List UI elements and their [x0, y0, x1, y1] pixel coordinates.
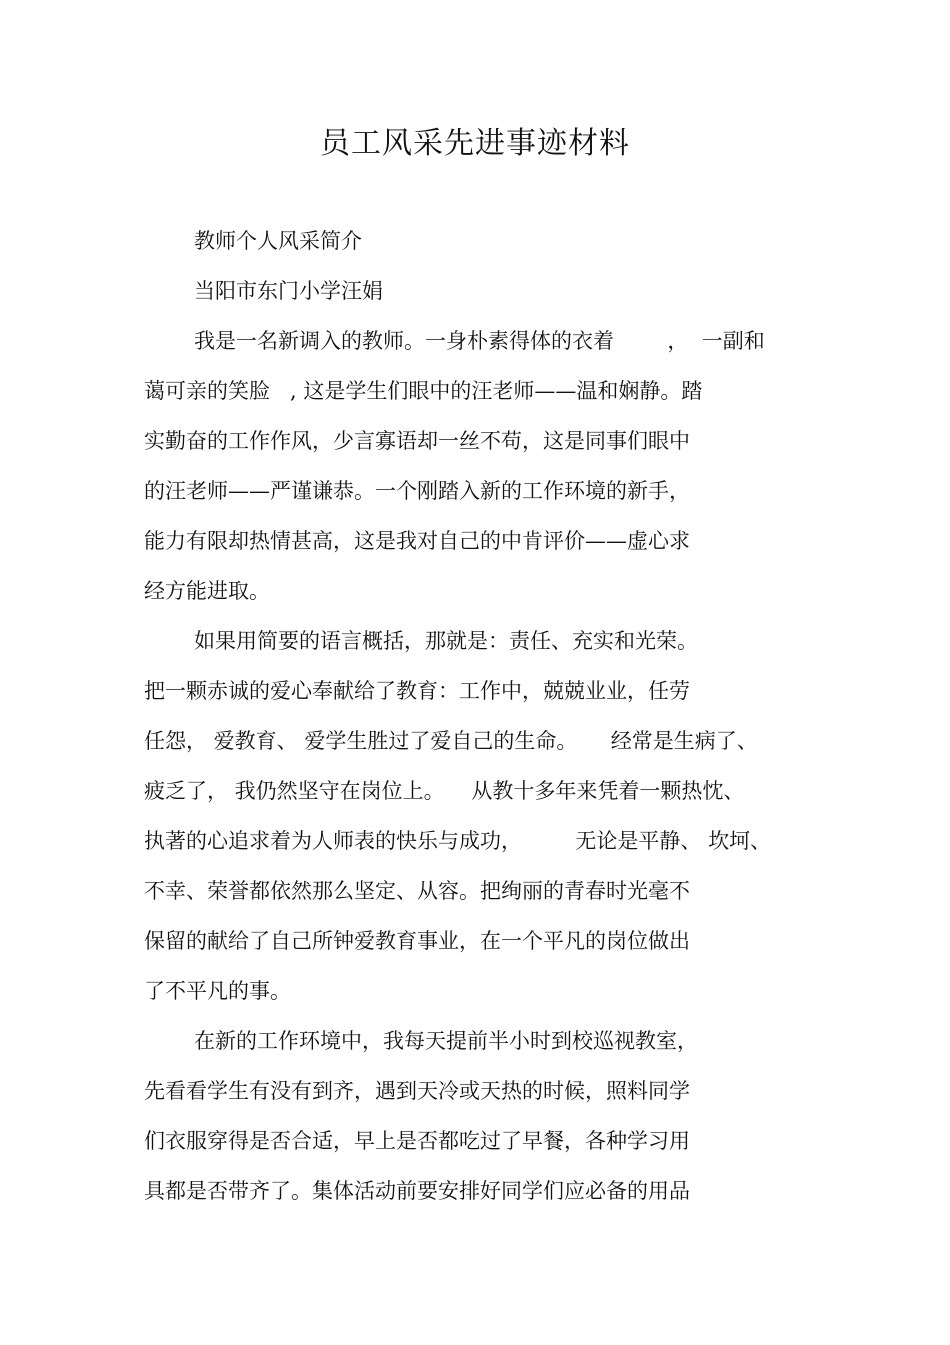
subtitle-line: 教师个人风采简介	[194, 229, 362, 253]
paragraph-line: 了不平凡的事。	[144, 979, 291, 1003]
paragraph-line: 不幸、荣誉都依然那么坚定、从容。把绚丽的青春时光毫不	[144, 879, 690, 903]
paragraph-line: 的汪老师——严谨谦恭。一个刚踏入新的工作环境的新手，	[144, 479, 690, 503]
paragraph-line: 先看看学生有没有到齐，遇到天冷或天热的时候，照料同学	[144, 1079, 690, 1103]
paragraph-line: 经方能进取。	[144, 579, 270, 603]
paragraph-line: 疲乏了， 我仍然坚守在岗位上。 从教十多年来凭着一颗热忱、	[144, 779, 745, 803]
paragraph-line: 保留的献给了自己所钟爱教育事业，在一个平凡的岗位做出	[144, 929, 690, 953]
paragraph-line: 把一颗赤诚的爱心奉献给了教育：工作中，兢兢业业，任劳	[144, 679, 690, 703]
paragraph-line: 在新的工作环境中，我每天提前半小时到校巡视教室，	[194, 1029, 698, 1053]
paragraph-line: 们衣服穿得是否合适，早上是否都吃过了早餐，各种学习用	[144, 1129, 690, 1153]
document-title: 员工风采先进事迹材料	[320, 126, 630, 161]
paragraph-line: 能力有限却热情甚高，这是我对自己的中肯评价——虚心求	[144, 529, 690, 553]
paragraph-line: 实勤奋的工作作风，少言寡语却一丝不苟，这是同事们眼中	[144, 429, 690, 453]
paragraph-line: 如果用简要的语言概括，那就是：责任、充实和光荣。	[194, 629, 698, 653]
paragraph-line: 执著的心追求着为人师表的快乐与成功， 无论是平静、 坎坷、	[144, 829, 772, 853]
paragraph-line: 我是一名新调入的教师。一身朴素得体的衣着 ， 一副和	[194, 329, 765, 353]
paragraph-line: 具都是否带齐了。集体活动前要安排好同学们应必备的用品	[144, 1179, 690, 1203]
author-line: 当阳市东门小学汪娟	[194, 279, 383, 303]
paragraph-line: 任怨， 爱教育、 爱学生胜过了爱自己的生命。 经常是生病了、	[144, 729, 758, 753]
paragraph-line: 蔼可亲的笑脸 , 这是学生们眼中的汪老师——温和娴静。踏	[144, 379, 703, 403]
